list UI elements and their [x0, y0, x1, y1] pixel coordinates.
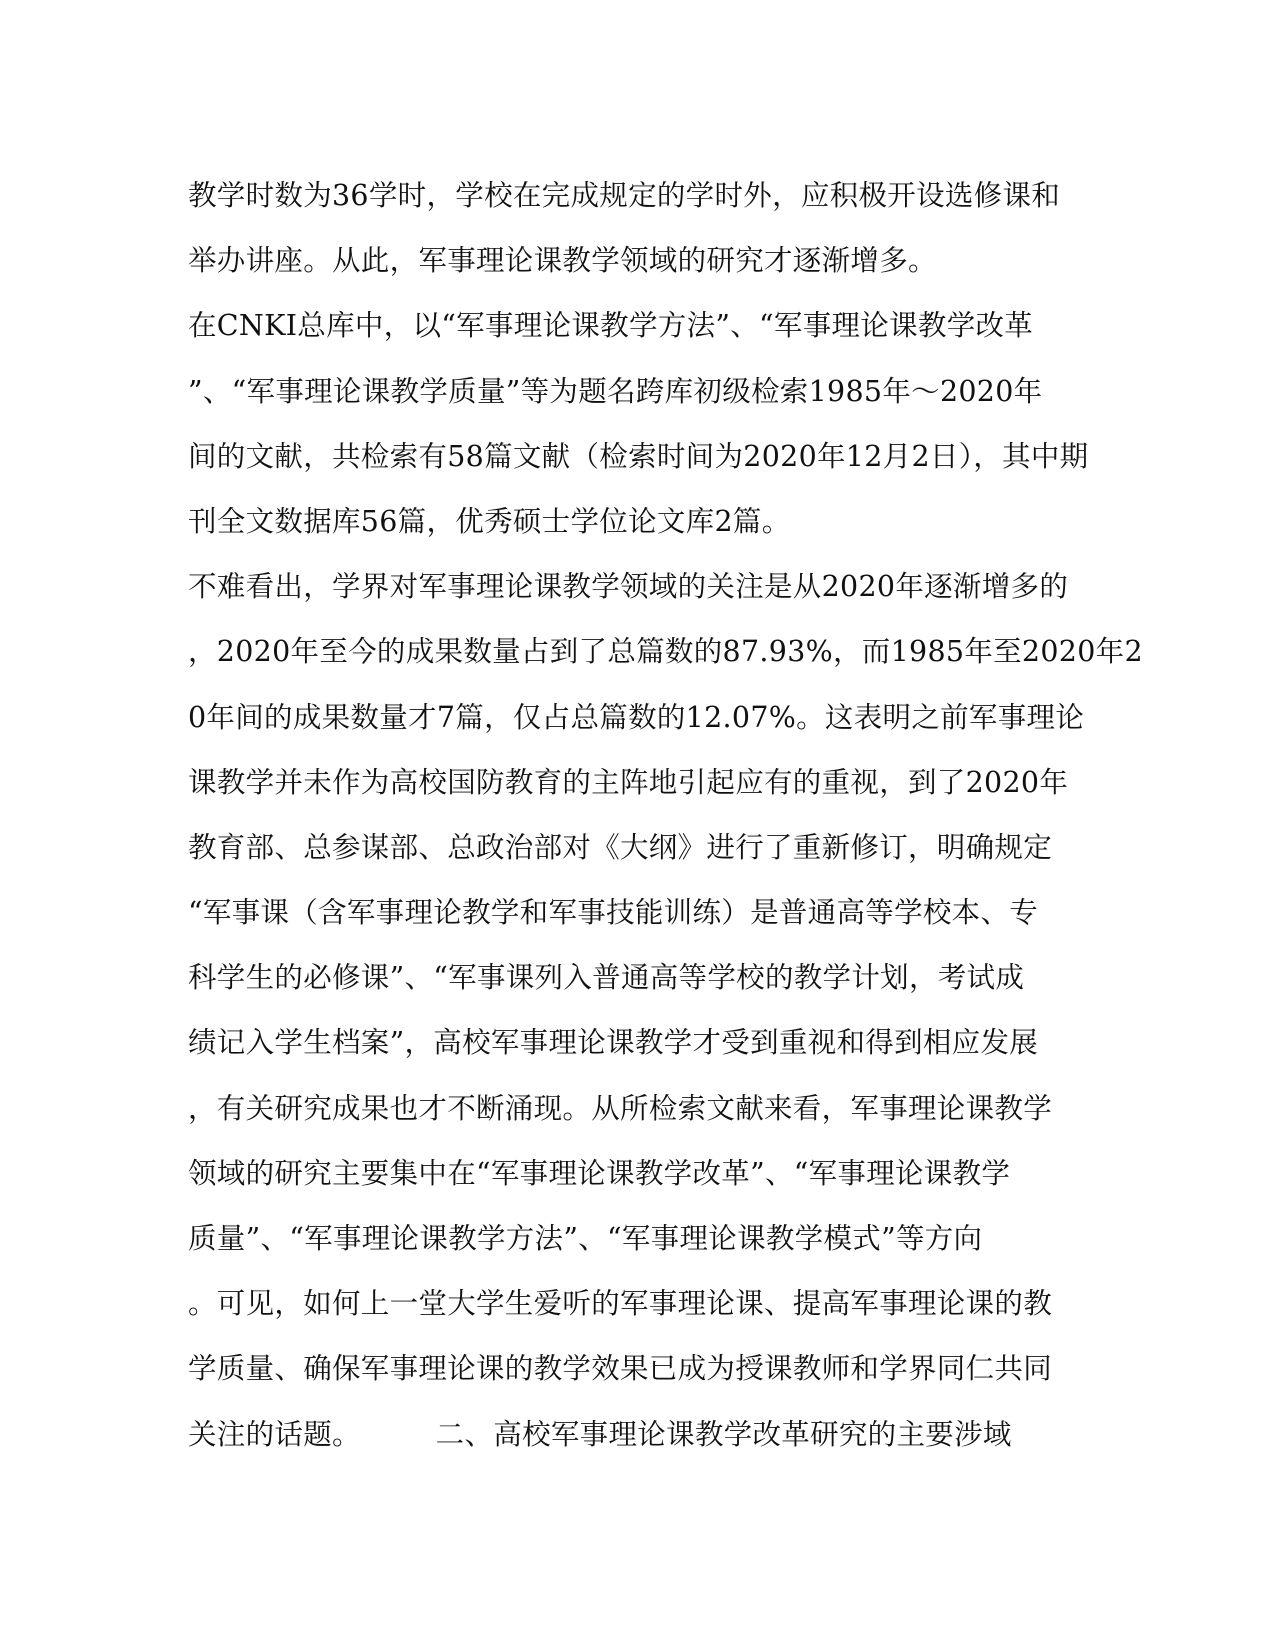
body-text	[188, 163, 1143, 1467]
text-line: “军事课（含军事理论教学和军事技能训练）是普通高等学校本、专	[188, 896, 1039, 930]
text-line: 教育部、总参谋部、总政治部对《大纲》进行了重新修订，明确规定	[188, 830, 1053, 864]
text-line: 不难看出，学界对军事理论课教学领域的关注是从2020年逐渐增多的	[188, 570, 1069, 604]
text-line: 刊全文数据库56篇，优秀硕士学位论文库2篇。	[188, 504, 791, 538]
text-line: 。可见，如何上一堂大学生爱听的军事理论课、提高军事理论课的教	[188, 1287, 1053, 1321]
text-line: 间的文献，共检索有58篇文献（检索时间为2020年12月2日），其中期	[188, 439, 1089, 473]
text-line: 关注的话题。 二、高校军事理论课教学改革研究的主要涉域	[188, 1417, 1012, 1451]
text-line: 质量”、“军事理论课教学方法”、“军事理论课教学模式”等方向	[188, 1222, 983, 1255]
text-line: 课教学并未作为高校国防教育的主阵地引起应有的重视，到了2020年	[188, 765, 1069, 799]
text-line: 学质量、确保军事理论课的教学效果已成为授课教师和学界同仁共同	[188, 1352, 1053, 1386]
text-line: ，2020年至今的成果数量占到了总篇数的87.93%，而1985年至2020年2	[188, 635, 1143, 669]
text-line: 领域的研究主要集中在“军事理论课教学改革”、“军事理论课教学	[188, 1156, 1011, 1190]
text-line: 在CNKI总库中，以“军事理论课教学方法”、“军事理论课教学改革	[188, 309, 1034, 343]
text-line: 科学生的必修课”、“军事课列入普通高等学校的教学计划，考试成	[188, 961, 1025, 995]
text-line: 举办讲座。从此，军事理论课教学领域的研究才逐渐增多。	[188, 244, 937, 278]
text-line: 0年间的成果数量才7篇，仅占总篇数的12.07%。这表明之前军事理论	[188, 700, 1085, 734]
text-line: ，有关研究成果也才不断涌现。从所检索文献来看，军事理论课教学	[188, 1091, 1053, 1125]
text-line: ”、“军事理论课教学质量”等为题名跨库初级检索1985年～2020年	[188, 374, 1043, 408]
text-line: 教学时数为36学时，学校在完成规定的学时外，应积极开设选修课和	[188, 179, 1061, 212]
text-line: 绩记入学生档案”，高校军事理论课教学才受到重视和得到相应发展	[188, 1026, 1039, 1060]
